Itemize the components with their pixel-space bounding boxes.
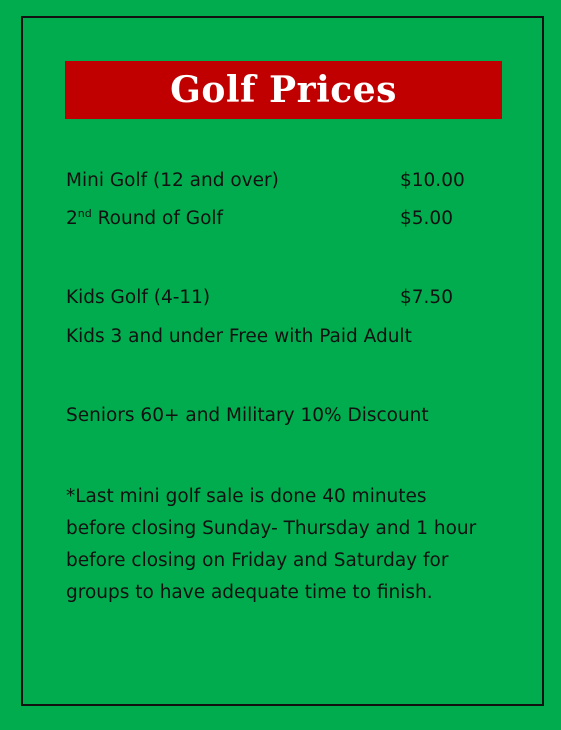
price-label: Kids Golf (4-11) bbox=[66, 287, 211, 308]
price-row-mini-golf bbox=[66, 170, 506, 196]
note-line: groups to have adequate time to finish. bbox=[66, 582, 433, 603]
discount-note: Seniors 60+ and Military 10% Discount bbox=[66, 405, 429, 426]
price-label-rest: Round of Golf bbox=[91, 208, 224, 229]
price-label: Mini Golf (12 and over) bbox=[66, 170, 279, 191]
title-banner bbox=[65, 61, 502, 119]
price-row-kids-golf bbox=[66, 287, 506, 313]
price-value: $5.00 bbox=[400, 208, 453, 229]
note-line: before closing on Friday and Saturday for bbox=[66, 550, 449, 571]
price-value: $7.50 bbox=[400, 287, 453, 308]
price-value: $10.00 bbox=[400, 170, 465, 191]
ordinal-suffix: nd bbox=[77, 207, 92, 220]
last-sale-note bbox=[66, 484, 476, 612]
note-line: before closing Sunday- Thursday and 1 hour bbox=[66, 518, 477, 539]
price-label bbox=[66, 208, 223, 229]
ordinal-number: 2 bbox=[66, 208, 78, 229]
price-row-second-round bbox=[66, 208, 506, 234]
note-line: *Last mini golf sale is done 40 minutes bbox=[66, 486, 427, 507]
page-title: Golf Prices bbox=[170, 69, 397, 111]
kids-free-note: Kids 3 and under Free with Paid Adult bbox=[66, 326, 412, 347]
